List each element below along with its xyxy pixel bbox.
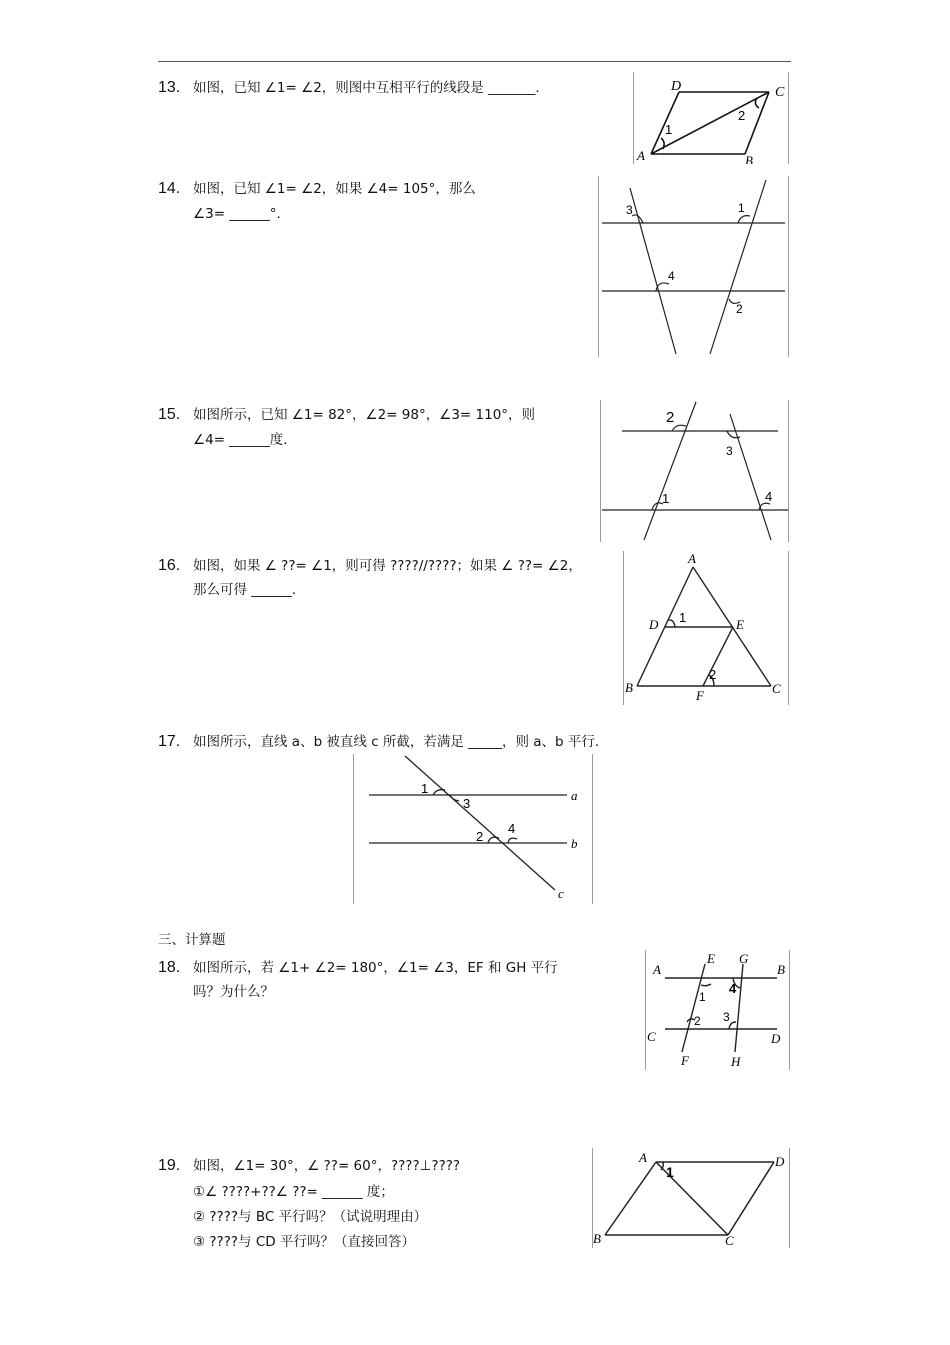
- figure-18-label: B: [777, 962, 785, 977]
- figure-18-label: G: [739, 951, 749, 966]
- figure-16-label: E: [736, 617, 744, 632]
- question-15-line-2: ∠4= ______度.: [193, 432, 288, 448]
- figure-16-label: B: [625, 680, 633, 695]
- figure-18-label: A: [653, 962, 661, 977]
- question-19-line-1: 如图，∠1= 30°，∠ ??= 60°，????⊥????: [193, 1158, 461, 1174]
- figure-17-label: 2: [476, 829, 484, 844]
- figure-16-label: 1: [679, 610, 687, 625]
- figure-18-label: D: [771, 1031, 781, 1046]
- figure-13-label: C: [775, 85, 785, 100]
- figure-18-label: 3: [723, 1010, 730, 1024]
- question-16-number: 16.: [158, 557, 181, 574]
- figure-18-parallel-lines: [645, 950, 790, 1070]
- figure-17-label: a: [571, 788, 578, 803]
- figure-14-label: 4: [668, 269, 675, 283]
- question-17-text: 如图所示，直线 a、b 被直线 c 所截，若满足 _____，则 a、b 平行.: [193, 734, 600, 750]
- question-15-number: 15.: [158, 406, 181, 423]
- figure-16-label: D: [649, 617, 659, 632]
- figure-14-label: 2: [736, 302, 743, 316]
- figure-15-label: 1: [662, 491, 670, 506]
- figure-17-label: 3: [463, 796, 471, 811]
- figure-17-label: c: [558, 886, 564, 901]
- question-19-line-2: ①∠ ????+??∠ ??= ______ 度；: [193, 1184, 394, 1200]
- figure-19-label: D: [775, 1154, 785, 1169]
- figure-14-label: 3: [626, 203, 633, 217]
- figure-13-label: B: [745, 153, 753, 164]
- figure-17-label: 4: [508, 821, 516, 836]
- figure-19-label: A: [639, 1150, 647, 1165]
- figure-17-lines-abc: [353, 754, 593, 904]
- figure-15-label: 2: [666, 409, 675, 426]
- question-16-line-2: 那么可得 ______.: [193, 582, 297, 598]
- figure-15-label: 4: [765, 489, 773, 504]
- figure-13-label: D: [671, 79, 682, 94]
- figure-17-label: 1: [421, 781, 429, 796]
- question-15-line-1: 如图所示，已知 ∠1= 82°，∠2= 98°，∠3= 110°，则: [193, 407, 536, 423]
- figure-13-parallelogram: [633, 72, 789, 164]
- figure-14-label: 1: [738, 201, 745, 215]
- figure-19-label: C: [725, 1233, 734, 1248]
- question-14-line-2: ∠3= ______°.: [193, 206, 281, 222]
- figure-16-label: F: [696, 688, 704, 703]
- figure-18-label: 2: [694, 1014, 701, 1028]
- figure-18-label: H: [731, 1054, 741, 1069]
- question-14-number: 14.: [158, 180, 181, 197]
- question-16-line-1: 如图，如果 ∠ ??= ∠1，则可得 ????//????；如果 ∠ ??= ∠2，: [193, 558, 582, 574]
- question-13-number: 13.: [158, 79, 181, 96]
- figure-18-label: E: [707, 951, 715, 966]
- figure-19-label: B: [593, 1231, 601, 1246]
- figure-16-label: C: [772, 681, 781, 696]
- figure-19-quadrilateral: [592, 1148, 790, 1248]
- section-heading: 三、计算题: [158, 932, 226, 948]
- question-13-text: 如图，已知 ∠1= ∠2，则图中互相平行的线段是 _______.: [193, 80, 540, 96]
- figure-18-label: F: [681, 1053, 689, 1068]
- figure-13-label: 1: [665, 122, 673, 137]
- figure-17-label: b: [571, 836, 578, 851]
- question-18-line-1: 如图所示，若 ∠1+ ∠2= 180°，∠1= ∠3，EF 和 GH 平行: [193, 960, 558, 976]
- figure-18-label: C: [647, 1029, 656, 1044]
- figure-15-transversals: [600, 400, 789, 542]
- question-18-number: 18.: [158, 959, 181, 976]
- figure-14-transversals: [598, 176, 789, 357]
- figure-18-label: 1: [699, 990, 706, 1004]
- top-rule: [158, 61, 791, 62]
- figure-16-label: 2: [709, 667, 717, 682]
- figure-18-label: 4: [729, 981, 737, 996]
- question-18-line-2: 吗？为什么？: [193, 984, 274, 1000]
- question-17-number: 17.: [158, 733, 181, 750]
- figure-15-label: 3: [726, 444, 733, 458]
- figure-16-triangle: [623, 551, 789, 705]
- figure-19-label: 1: [666, 1164, 674, 1180]
- question-19-number: 19.: [158, 1157, 181, 1174]
- question-19-line-4: ③ ????与 CD 平行吗？（直接回答）: [193, 1234, 415, 1250]
- question-19-line-3: ② ????与 BC 平行吗？（试说明理由）: [193, 1209, 428, 1225]
- question-14-line-1: 如图，已知 ∠1= ∠2，如果 ∠4= 105°，那么: [193, 181, 476, 197]
- figure-13-label: A: [637, 148, 645, 163]
- figure-13-label: 2: [738, 108, 746, 123]
- figure-16-label: A: [688, 551, 696, 566]
